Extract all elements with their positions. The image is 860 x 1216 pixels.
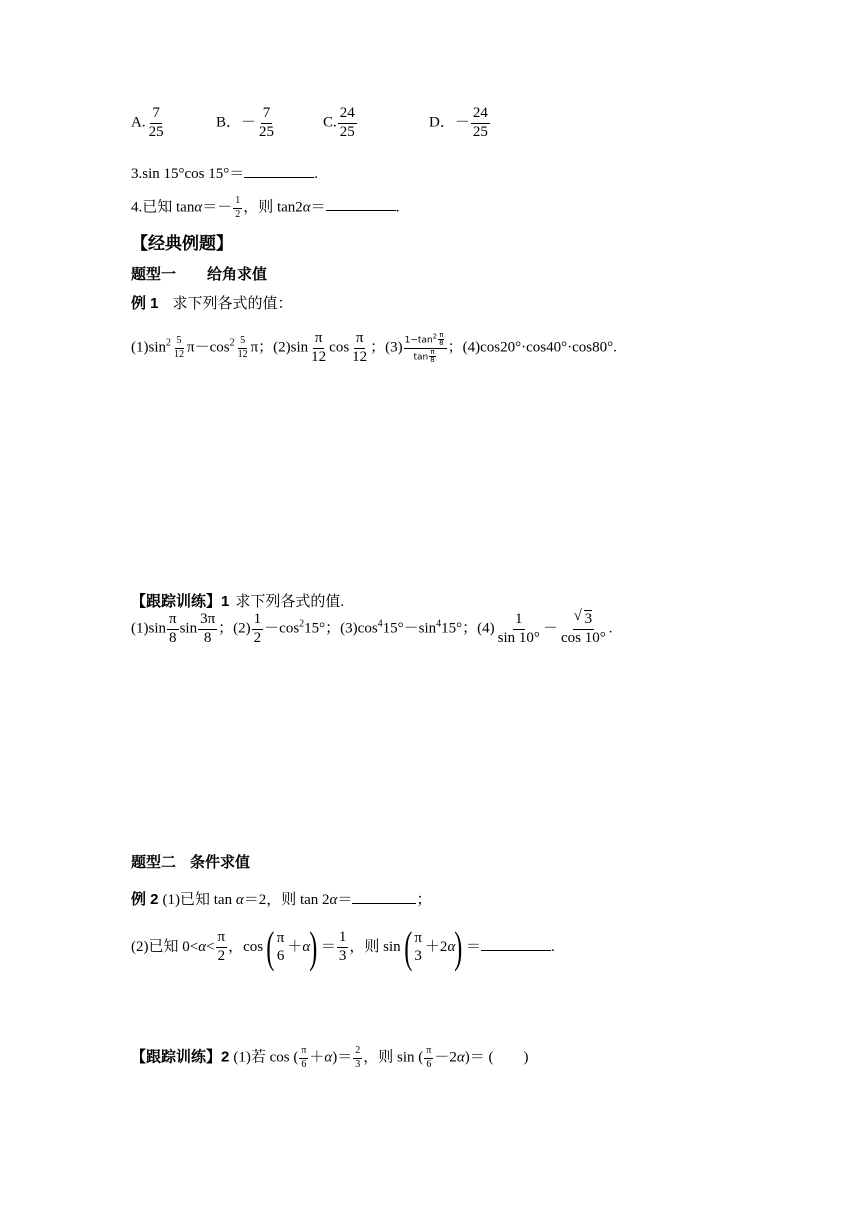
fraction: $\frac{7}{25}$ [259,105,275,140]
choice-b[interactable]: B．－ $\frac{7}{25}$ [216,105,275,140]
choice-c[interactable]: C. $\frac{24}{25}$ [323,105,355,140]
question-3: 3.sin 15°cos 15°＝ . [131,163,318,182]
fraction: $\frac{1}{2}$ [253,611,262,646]
fraction: $\frac{\pi}{2}$ [217,929,226,965]
fraction: $\frac{24}{25}$ [472,105,488,140]
fraction: $\frac{5}{12}$ [174,335,184,360]
fraction: $\frac{1}{2}$ [235,195,241,220]
fraction: $\frac{1}{\sin 10^\circ}$ [497,611,540,646]
fraction: $\frac{3\pi}{8}$ [200,611,216,646]
answer-blank[interactable] [326,196,396,211]
type-2-heading: 题型二 条件求值 [131,854,251,871]
fraction: $\frac{5}{12}$ [237,335,248,360]
answer-blank[interactable] [244,163,314,178]
fraction: $\frac{7}{25}$ [148,105,164,140]
fraction: $\frac{1}{3}$ [338,929,347,965]
fraction: $1-\tan^2$ $\frac{\pi}{8}$ tan $\frac{\pi}{8}$ [404,332,447,364]
answer-blank[interactable] [352,889,416,904]
fraction: $\frac{\pi}{6}$ [426,1045,432,1070]
fraction: $\frac{\pi}{8}$ [169,611,177,646]
choice-d[interactable]: D．－ $\frac{24}{25}$ [429,105,488,140]
example-1-formula: $(1)\sin^2$ $\frac{5}{12}$ $\pi-\cos^2$ $\frac{5}{12}$ π；(2)sin $\frac{\pi}{12}$ cos $\frac{\pi}{12}$ ；(3) $1-\tan^2$ $\frac{\pi}{8}$ tan $\frac{\pi}{8}$ ；(4)cos20°·cos40°·cos80°. [131,330,617,365]
left-paren: ( [266,923,275,972]
fraction: $\frac{\pi}{6}$ [301,1045,307,1070]
right-paren: ) [309,923,318,972]
practice-1: 【跟踪训练】1 求下列各式的值. [131,593,345,610]
fraction: $\frac{\pi}{12}$ [352,330,368,365]
left-paren: ( [403,923,413,972]
practice-1-exercise-formula: (1)sin $\frac{\pi}{8}$ sin $\frac{3\pi}{8}$ ；(2) $\frac{1}{2}$ $-\cos^215^\circ$；$(3)\cos^415^\circ-\sin^415^\circ$；(4) $\frac{1}{\sin 10^\circ}$ － √ $\frac{3}{\cos 10^\circ}$ . [131,612,612,647]
example-2: 例 2 (1)已知 tan α＝2，则 tan 2α＝ ； [131,891,432,908]
example-1: 例 1 求下列各式的值： [131,295,293,312]
fraction: √ $\frac{3}{\cos 10^\circ}$ [559,612,608,647]
sqrt: √ 3 [575,612,593,628]
fraction: $\frac{2}{3}$ [355,1045,361,1070]
practice-2: 【跟踪训练】2 (1)若 cos ( $\frac{\pi}{6}$ ＋α)＝ $\frac{2}{3}$ ，则 sin ( $\frac{\pi}{6}$ －2α)＝ ( ) [131,1045,529,1070]
fraction: π 6 [276,929,285,964]
example-2-part-2: (2)已知 0<α< $\frac{\pi}{2}$ ，cos( π 6 ＋α) ＝ $\frac{1}{3}$ ，则 sin( π 3 ＋2α) ＝ . [131,923,555,972]
answer-blank[interactable] [481,936,551,951]
type-1-heading: 题型一 给角求值 [131,266,268,283]
right-paren: ) [454,923,463,972]
section-heading: 【经典例题】 [131,234,233,253]
fraction: π 3 [414,929,422,964]
fraction: $\frac{\pi}{12}$ [311,330,327,365]
choice-a[interactable]: A. $\frac{7}{25}$ [131,105,164,140]
fraction: $\frac{24}{25}$ [339,105,355,140]
question-4: 4.已知 tanα＝－ $\frac{1}{2}$ ，则 tan2α＝ . [131,195,400,220]
